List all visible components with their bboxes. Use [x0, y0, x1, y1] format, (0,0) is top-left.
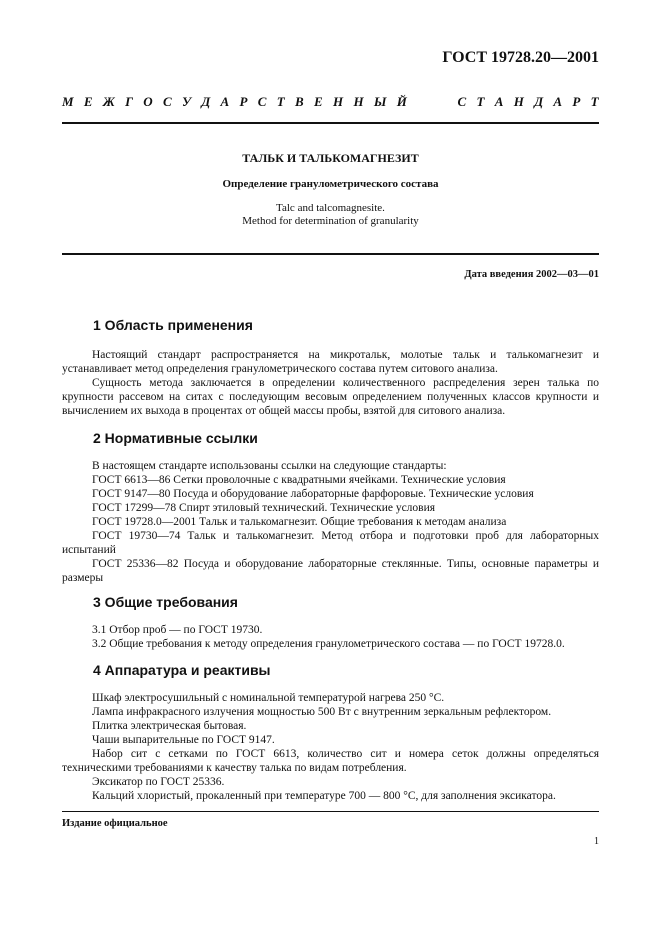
reference-item: ГОСТ 25336—82 Посуда и оборудование лабораторные стеклянные. Типы, основные параметры и размеры [62, 558, 599, 584]
document-title-english [62, 202, 599, 228]
apparatus-item: Шкаф электросушильный с номинальной температурой нагрева 250 °С. [92, 692, 445, 704]
banner-letter: С [162, 94, 172, 109]
reference-item: ГОСТ 19730—74 Тальк и талькомагнезит. Метод отбора и подготовки проб для лабораторных испытаний [62, 530, 599, 556]
banner-letter: Ж [102, 94, 115, 109]
banner-letter: А [553, 94, 563, 109]
footer-divider [62, 811, 599, 812]
banner-letter: Ы [373, 94, 387, 109]
banner-letter: У [181, 94, 192, 109]
paragraph: Настоящий стандарт распространяется на микротальк, молотые тальк и талькомагнезит и устанавливает метод определения гранулометрического состава путем ситового анализа. [62, 349, 599, 375]
banner-letter: В [295, 94, 304, 109]
interstate-standard-banner [62, 94, 599, 110]
reference-item: ГОСТ 9147—80 Посуда и оборудование лабораторные фарфоровые. Технические условия [92, 488, 534, 500]
reference-item: ГОСТ 6613—86 Сетки проволочные с квадратными ячейками. Технические условия [92, 474, 506, 486]
apparatus-item: Чаши выпарительные по ГОСТ 9147. [92, 734, 275, 746]
banner-letter: Г [125, 94, 133, 109]
page-number: 1 [594, 836, 599, 847]
banner-letter: Д [201, 94, 211, 109]
banner-letter: Т [590, 94, 599, 109]
section-heading-references: 2 Нормативные ссылки [93, 430, 258, 446]
requirement-item: 3.2 Общие требования к методу определения гранулометрического состава — по ГОСТ 19728.0. [92, 638, 565, 650]
section-heading-scope: 1 Область применения [93, 317, 253, 333]
banner-letter: А [494, 94, 504, 109]
reference-item: ГОСТ 19728.0—2001 Тальк и талькомагнезит. Общие требования к методам анализа [92, 516, 507, 528]
document-subtitle: Определение гранулометрического состава [222, 178, 439, 190]
banner-letter: Р [572, 94, 581, 109]
apparatus-item: Плитка электрическая бытовая. [92, 720, 247, 732]
apparatus-item: Кальций хлористый, прокаленный при температуре 700 — 800 °С, для заполнения эксикатора. [92, 790, 556, 802]
title-en-line: Method for determination of granularity [242, 215, 419, 227]
banner-letter: Е [83, 94, 93, 109]
section-heading-apparatus: 4 Аппаратура и реактивы [93, 662, 271, 678]
introduction-date: Дата введения 2002—03—01 [464, 269, 599, 280]
banner-letter: Т [476, 94, 485, 109]
banner-letter: А [220, 94, 230, 109]
reference-item: ГОСТ 17299—78 Спирт этиловый технический. Технические условия [92, 502, 436, 514]
banner-letter: О [143, 94, 153, 109]
references-intro: В настоящем стандарте использованы ссылки на следующие стандарты: [92, 460, 447, 472]
banner-letter: С [257, 94, 267, 109]
banner-letter: Е [314, 94, 323, 109]
requirement-item: 3.1 Отбор проб — по ГОСТ 19730. [92, 624, 263, 636]
banner-letter: Й [396, 94, 407, 109]
apparatus-item: Эксикатор по ГОСТ 25336. [92, 776, 225, 788]
banner-letter: Н [333, 94, 344, 109]
banner-letter: Н [513, 94, 524, 109]
paragraph: Сущность метода заключается в определении количественного распределения зерен талька по крупности рассевом на ситах с последующим весовым определением полученных классов крупности и вычислением их выхода в процентах от общей массы пробы, взятой для ситового анализа. [62, 377, 599, 417]
document-number: ГОСТ 19728.20—2001 [442, 49, 599, 66]
official-edition-note: Издание официальное [62, 818, 168, 829]
banner-letter: Д [534, 94, 544, 109]
apparatus-item: Набор сит с сетками по ГОСТ 6613, количество сит и номера сеток должны определяться техническими требованиями к качеству талька по видам потребления. [62, 748, 599, 774]
banner-letter: М [62, 94, 74, 109]
banner-divider [62, 122, 599, 124]
document-title: ТАЛЬК И ТАЛЬКОМАГНЕЗИТ [242, 151, 419, 165]
banner-letter: Р [239, 94, 248, 109]
apparatus-item: Лампа инфракрасного излучения мощностью 500 Вт с внутренним зеркальным рефлектором. [92, 706, 552, 718]
title-en-line: Talc and talcomagnesite. [276, 202, 385, 214]
title-divider [62, 253, 599, 255]
banner-letter: С [457, 94, 467, 109]
banner-letter: Н [353, 94, 364, 109]
section-heading-general-requirements: 3 Общие требования [93, 594, 238, 610]
banner-letter: Т [276, 94, 285, 109]
